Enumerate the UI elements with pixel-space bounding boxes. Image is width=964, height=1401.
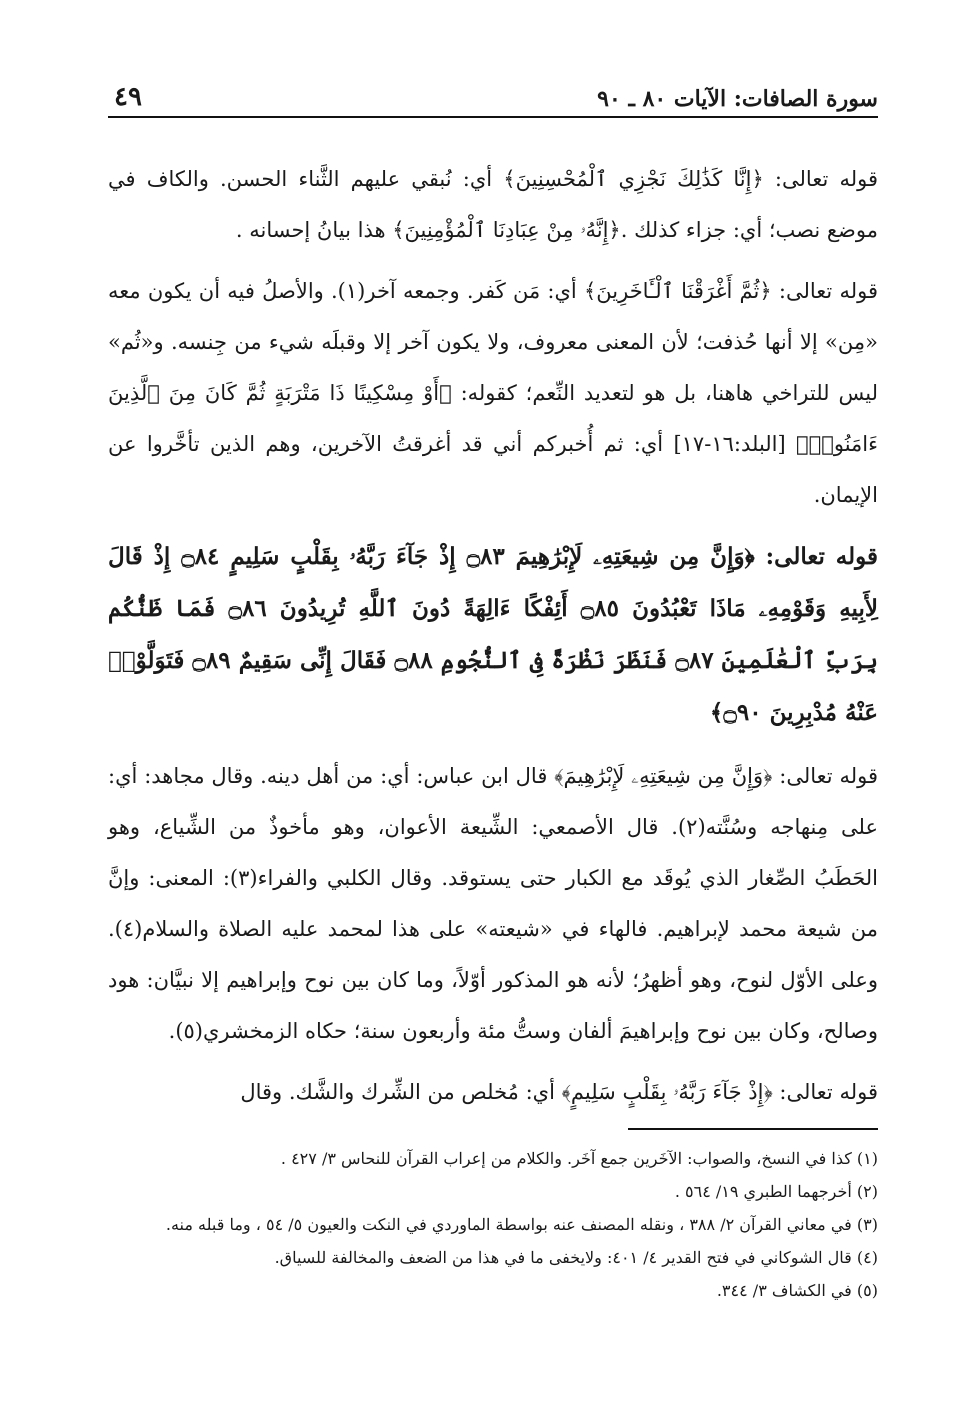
footnote-divider <box>628 1128 878 1130</box>
footnotes-list <box>108 1144 878 1305</box>
footnote: (٥) في الكشاف ٣/ ٣٤٤. <box>716 1281 878 1300</box>
commentary-paragraph: قوله تعالى: ﴿وَإِنَّ مِن شِيعَتِهِۦ لَإِبْرَٰهِيمَ﴾ قال ابن عباس: أي: من أهل دينه. وقال مجاهد: أي: على مِنهاجه وسُنَّته(٢). قال الأصمعي: الشِّيعة الأعوان، وهو مأخوذٌ من الشِّياع، وهو الحَطَبُ الصِّغار الذي يُوقَد مع الكبار حتى يستوقد. وقال الكلبي والفراء(٣): المعنى: وإنَّ من شيعة محمد لإبراهيم. فالهاء في «شيعته» على هذا لمحمد عليه الصلاة والسلام(٤). وعلى الأوّل لنوح، وهو أظهرُ؛ لأنه هو المذكور أوّلاً، وما كان بين نوح وإبراهيم إلا نبيَّان: هود وصالح، وكان بين نوح وإبراهيمَ ألفان وستُّ مئة وأربعون سنة؛ حكاه الزمخشري(٥). <box>108 764 878 1043</box>
commentary-paragraph: قوله تعالى: ﴿إِنَّا كَذَٰلِكَ نَجْزِي ٱلْمُحْسِنِينَ﴾ أي: نُبقي عليهم الثَّناء الحسن. والكاف في موضع نصب؛ أي: جزاء كذلك .﴿إِنَّهُۥ مِنْ عِبَادِنَا ٱلْمُؤْمِنِينَ﴾ هذا بيانُ إحسانه . <box>108 167 878 242</box>
running-title: سورة الصافات: الآيات ٨٠ ـ ٩٠ <box>597 86 878 112</box>
footnote: (٢) أخرجهما الطبري ١٩/ ٥٦٤ . <box>674 1182 878 1201</box>
body-text <box>108 154 878 1118</box>
book-page <box>108 70 878 1309</box>
footnote: (٤) قال الشوكاني في فتح القدير ٤/ ٤٠١: ولايخفى ما في هذا من الضعف والمخالفة للسياق. <box>274 1248 878 1267</box>
quran-verses-block: قوله تعالى: ﴿وَإِنَّ مِن شِيعَتِهِۦ لَإِبْرَٰهِيمَ ۝٨٣ إِذْ جَآءَ رَبَّهُۥ بِقَلْبٍ سَلِيمٍ ۝٨٤ إِذْ قَالَ لِأَبِيهِ وَقَوْمِهِۦ مَاذَا تَعْبُدُونَ ۝٨٥ أَئِفْكًا ءَالِهَةً دُونَ ٱللَّهِ تُرِيدُونَ ۝٨٦ فَمَا ظَنُّكُم بِرَبِّ ٱلْعَٰلَمِينَ ۝٨٧ فَنَظَرَ نَظْرَةً فِى ٱلنُّجُومِ ۝٨٨ فَقَالَ إِنِّى سَقِيمٌ ۝٨٩ فَتَوَلَّوْا۟ عَنْهُ مُدْبِرِينَ ۝٩٠﴾ <box>108 543 878 726</box>
running-header <box>108 70 878 118</box>
footnote: (١) كذا في النسخ، والصواب: الآخَرين جمع آخَر. والكلام من إعراب القرآن للنحاس ٣/ ٤٢٧ . <box>280 1149 878 1168</box>
commentary-paragraph: قوله تعالى: ﴿إِذْ جَآءَ رَبَّهُۥ بِقَلْبٍ سَلِيمٍ﴾ أي: مُخلص من الشِّرك والشَّك. وقال <box>240 1080 878 1104</box>
commentary-paragraph: قوله تعالى: ﴿ثُمَّ أَغْرَقْنَا ٱلْـَٔاخَرِينَ﴾ أي: مَن كَفر. وجمعه آخر(١). والأصلُ فيه أن يكون معه «مِن» إلا أنها حُذفت؛ لأن المعنى معروف، ولا يكون آخر إلا وقبلَه شيء من جِنسه. و«ثُم» ليس للتراخي هاهنا، بل هو لتعديد النِّعم؛ كقوله: ﴿أَوْ مِسْكِينًا ذَا مَتْرَبَةٍ ثُمَّ كَانَ مِنَ ٱلَّذِينَ ءَامَنُوا۟﴾ [البلد:١٦-١٧] أي: ثم أُخبركم أني قد أغرقتُ الآخرين، وهم الذين تأخَّروا عن الإيمان. <box>108 279 878 507</box>
footnote: (٣) في معاني القرآن ٢/ ٣٨٨ ، ونقله المصنف عنه بواسطة الماوردي في النكت والعيون ٥/ ٥٤ ، وما قبله منه. <box>165 1215 878 1234</box>
page-number: ٤٩ <box>114 82 142 112</box>
